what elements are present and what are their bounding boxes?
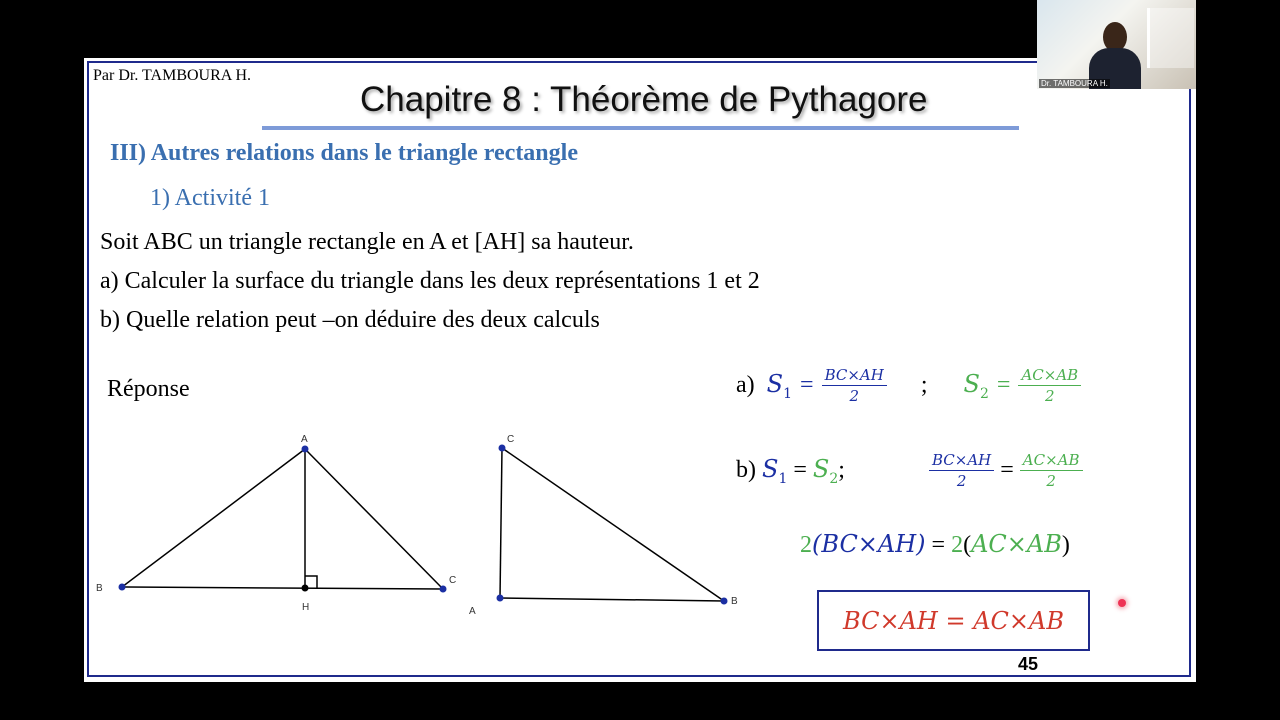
activity-heading: 1) Activité 1 [150,185,270,211]
b-s2: $S_2$ [812,454,839,487]
s2-symbol: $S_2$ [963,369,989,402]
webcam-thumbnail[interactable] [1037,0,1196,89]
slide [84,58,1196,682]
statement-line-1: Soit ABC un triangle rectangle en A et [AH] sa hauteur. [100,229,634,255]
label-c1: C [449,575,457,586]
point-h1 [302,585,309,592]
answer-a-separator: ; [920,372,928,398]
label-b1: B [96,583,103,594]
boxed-result: BC×AH = AC×AB [817,590,1090,651]
point-c2 [499,445,506,452]
s1-symbol: $S_1$ [766,369,793,402]
label-h1: H [302,602,310,613]
statement-line-3: b) Quelle relation peut –on déduire des deux calculs [100,307,600,333]
label-a1: A [301,434,308,445]
answer-b-label: b) [736,457,756,483]
b-fraction-right: $\frac{AC\times AB}{2}$ [1020,451,1083,490]
s1-fraction: $\frac{BC\times AH}{2}$ [822,366,887,405]
triangle-1 [122,449,443,589]
section-heading: III) Autres relations dans le triangle rectangle [110,140,578,166]
answer-expanded: 2(BC×AH) = 2(AC×AB) [800,530,1070,558]
reponse-label: Réponse [107,376,190,402]
author-label: Par Dr. TAMBOURA H. [93,67,251,84]
webcam-name-label: Dr. TAMBOURA H. [1041,79,1108,88]
label-c2: C [507,434,515,445]
point-a1 [302,446,309,453]
point-b1 [119,584,126,591]
answer-a: a) $S_1$ = $\frac{BC\times AH}{2}$ ; $S_2$ = $\frac{AC\times AB}{2}$ [736,366,1081,405]
point-a2 [497,595,504,602]
point-b2 [721,598,728,605]
b-fraction-left: $\frac{BC\times AH}{2}$ [929,451,994,490]
triangle-2 [500,448,724,601]
s2-fraction: $\frac{AC\times AB}{2}$ [1018,366,1081,405]
b-s1: $S_1$ [762,454,788,487]
statement-line-2: a) Calculer la surface du triangle dans les deux représentations 1 et 2 [100,268,760,294]
point-c1 [440,586,447,593]
label-a2: A [469,606,476,617]
laser-pointer-icon [1118,599,1126,607]
slide-title: Chapitre 8 : Théorème de Pythagore [360,80,928,119]
triangle-figures [84,58,764,658]
page-number: 45 [1018,654,1039,674]
answer-b: b) $S_1$ = $S_2$ ; $\frac{BC\times AH}{2}$ = $\frac{AC\times AB}{2}$ [736,451,1083,490]
label-b2: B [731,596,738,607]
answer-a-label: a) [736,372,755,398]
